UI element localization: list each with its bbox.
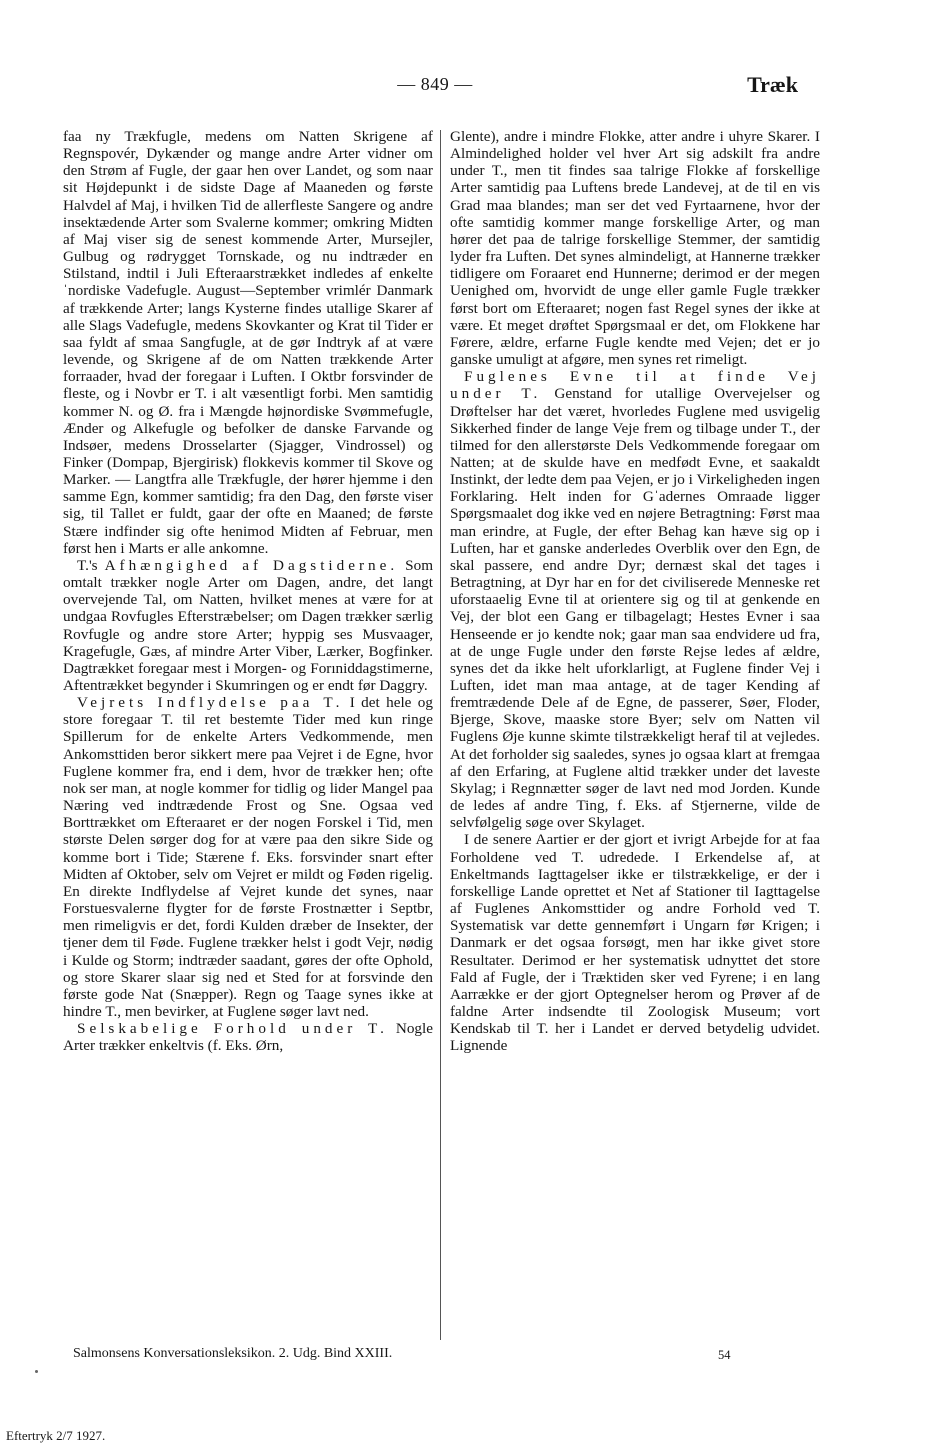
paragraph-text: Genstand for utallige Overvejelser og Drøftelser har det været, hvorledes Fuglene med usvigelig Sikkerhed finder de lange Veje frem og tilbage under T., der tilmed for den allerstørste Dels Vedkommende foregaar om Natten; at de skulde have en medfødt Evne, et saakaldt Instinkt, der ledte dem paa Vejen, er jo i Virkeligheden ingen Forklaring. Helt inden for Gˈadernes Omraade ligger Spørgsmaalet dog ikke ved en nøjere Betragtning: Først maa man erindre, at Fugle, der efter Behag kan hæve sig op i Luften, har et ganske anderledes Overblik over den Egn, de skal passere, end andre Dyr; dernæst skal det tages i Betragtning, at Dyr har en for det civiliserede Menneske ret uforstaaelig Evne til at orientere sig og til at genkende en Vej, der blot een Gang er tilbagelagt; Hestes Evner i saa Henseende er jo kendte nok; gaar man saa endvidere ud fra, at de unge Fugle under den første Rejse ledes af ældre, synes det da ikke helt uforklarligt, at Fuglene finder Vej i Luften, idet man maa antage, at de tager Kending af fremtrædende Dele af de Egne, de passerer, Søer, Floder, Bjerge, Skove, maaske store Byer; selv om Natten vil Fuglens Øje kunne skimte tilstrækkeligt heraf til at vejledes. At det forholder sig saaledes, synes jo ogsaa klart at fremgaa af den Erfaring, at Fuglene altid trækker under det laveste Skylag; i Regnnætter søger de lavt ned mod Jorden. Kunde de ledes af andre Ting, f. Eks. af Stjernerne, vilde de selvfølgelig søge over Skylaget. bbox=[450, 385, 820, 832]
paragraph-text: faa ny Trækfugle, medens om Natten Skrigene af Regnspovér, Dykænder og mange andre Arter vidner om den Strøm af Fugle, der gaar hen over Landet, og som naar sit Højdepunkt i de sidste Dage af Maaneden og første Halvdel af Maj, i hvilken Tid de allerfleste Sangere og andre insektædende Arter som Svalerne kommer; omkring Midten af Maj viser sig de senest kommende Arter, Mursejler, Gulbug og rødrygget Tornskade, og nu indtræder en Stilstand, indtil i Juli Efteraarstrækket indledes af enkelte ˈnordiske Vadefugle. August—September vrimlér Danmark af trækkende Arter; langs Kysterne findes utallige Skarer af alle Slags Vadefugle, medens Skovkanter og Krat til Tider er saa fyldt af smaa Sangfugle, at de gør Indtryk af at være levende, og Skrigene af de om Natten trækkende Arter forraader, hvad der foregaar i Luften. I Oktbr forsvinder de fleste, og i Novbr er T. i alt væsentligt forbi. Men samtidig kommer N. og Ø. fra i Mængde højnordiske Svømmefugle, Ænder og Alkefugle og befolker de danske Farvande og Indsøer, medens Drosselarter (Sjagger, Vindrossel) og Finker (Dompap, Bjergirisk) flokkevis kommer til Skove og Marker. — Langtfra alle Trækfugle, der hører hjemme i den samme Egn, kommer samtidig; fra den Dag, den første viser sig, til Tallet er fuldt, gaar der ofte en Maaned; de første Stære indfinder sig ofte henimod Midten af Februar, men først hen i Marts er alle ankomne. bbox=[63, 128, 433, 557]
source-line: Salmonsens Konversationsleksikon. 2. Udg. Bind XXIII. bbox=[73, 1346, 393, 1361]
section-heading: Afhængighed af Dagstiderne. bbox=[104, 556, 399, 574]
section-heading: Vejrets Indflydelse paa T. bbox=[77, 694, 344, 712]
paragraph bbox=[450, 128, 820, 368]
paragraph bbox=[63, 557, 433, 694]
paragraph-text: Nogle Arter trækker enkeltvis (f. Eks. Ørn, bbox=[63, 1020, 433, 1055]
paragraph bbox=[450, 368, 820, 831]
footer bbox=[73, 1346, 793, 1362]
print-smudge bbox=[35, 1370, 38, 1373]
right-column bbox=[450, 128, 820, 1054]
page-number: — 849 — bbox=[397, 74, 473, 94]
column-divider bbox=[440, 130, 441, 1340]
signature-mark: 54 bbox=[718, 1348, 731, 1362]
paragraph-text: I de senere Aartier er der gjort et ivrigt Arbejde for at faa Forholdene ved T. udrededе. I Erkendelse af, at Enkeltmands Iagttagelser ikke er tilstrækkelige, er der i forskellige Lande oprettet et Net af Stationer til Iagttagelse af Fuglenes Ankomsttider og andre Forhold ved T. Systematisk var dette gennemført i Ungarn før Krigen; i Danmark er det ogsaa forsøgt, men har ikke givet store Resultater. Derimod er her systematisk udnyttet det store Fald af Fugle, der i Træktiden sker ved Fyrene; i en lang Aarrække er der gjort Optegnelser herom og Prøver af de faldne Arter indsendte til Zoologisk Museum; vort Kendskab til T. her i Landet er derved betydelig udvidet. Lignende bbox=[450, 831, 820, 1055]
section-heading: Selskabelige Forhold under T. bbox=[77, 1020, 388, 1038]
paragraph bbox=[63, 128, 433, 557]
paragraph bbox=[63, 1020, 433, 1054]
running-head: Træk bbox=[747, 72, 798, 97]
reprint-note: Eftertryk 2/7 1927. bbox=[6, 1428, 106, 1443]
paragraph-text: Som omtalt trækker nogle Arter om Dagen, andre, det langt overvejende Tal, om Natten, hvilket menes at være for at undgaa Rovfugles Efterstræbelser; om Dagen trækker særlig Rovfugle og andre store Arter; hyppig ses Musvaager, Kragefugle, Gæs, af mindre Arter Viber, Lærker, Bogfinker. Dagtrækket foregaar mest i Morgen- og Forıniddagstimerne, Aftentrækket begynder i Skumringen og er endt før Daggry. bbox=[63, 556, 434, 694]
paragraph-text: I det hele og store foregaar T. til ret bestemte Tider med kun ringe Spillerum for de enkelte Arters Vedkommende, men Ankomsttiden beror sikkert mere paa Vejret i de Egne, hvor Fuglene kommer fra, end i dem, hvor de trækker hen; ofte nok ser man, at nogle kommer for tidlig og lider Mangel paa Næring ved indtrædende Frost og Sne. Ogsaa ved Borttrækket om Efteraaret er der nogen Forskel i Tid, men største Delen sørger dog for at være paa den sikre Side og komme bort i Tide; Stærene f. Eks. forsvinder snart efter Midten af Oktober, selv om Vejret er mildt og Føden rigelig. En direkte Indflydelse af Vejret kunde det synes, naar Forstuesvalerne flygter for de første Frostnætter i Septbr, men rimeligvis er det, fordi Kulden dræber de Insekter, der tjener dem til Føde. Fuglene trækker helst i godt Vejr, nødig i Kulde og Storm; indtræder saadant, gøres der ofte Ophold, og store Skarer slaar sig ned et Sted for at forsvinde den første gode Nat (Snæpper). Regn og Taage synes ikke at hindre T., men bevirker, at Fuglene søger lavt ned. bbox=[63, 694, 433, 1020]
paragraph-text: Glente), andre i mindre Flokke, atter andre i uhyre Skarer. I Almindelighed holder vel hver Art sig adskilt fra andre under T., men tit findes saa talrige Flokke af forskellige Arter samtidig paa Luftens brede Landevej, at de til en vis Grad maa blandes; man ser det ved Fyrtaarnene, hvor der ofte samtidig kommer mange forskellige Arter, og man hører det paa de talrige forskellige Stemmer, der samtidig lyder fra Luften. Det synes almindeligt, at Hannerne trækker tidligere om Foraaret end Hunnerne; derimod er der megen Uenighed om, hvorvidt de unge eller gamle Fugle trækker først bort om Efteraaret; nogen fast Regel synes der ikke at være. Et meget drøftet Spørgsmaal er det, om Flokkene har Førere, ældre, erfarne Fugle kendte med Vejen; det er jo ganske umuligt at afgøre, men synes ret rimeligt. bbox=[450, 128, 820, 369]
paragraph bbox=[63, 694, 433, 1020]
paragraph bbox=[450, 831, 820, 1054]
paragraph-text: T.'s bbox=[77, 556, 105, 574]
section-heading: Fuglenes Evne til at finde Vej under T. bbox=[450, 368, 820, 403]
left-column bbox=[63, 128, 433, 1054]
